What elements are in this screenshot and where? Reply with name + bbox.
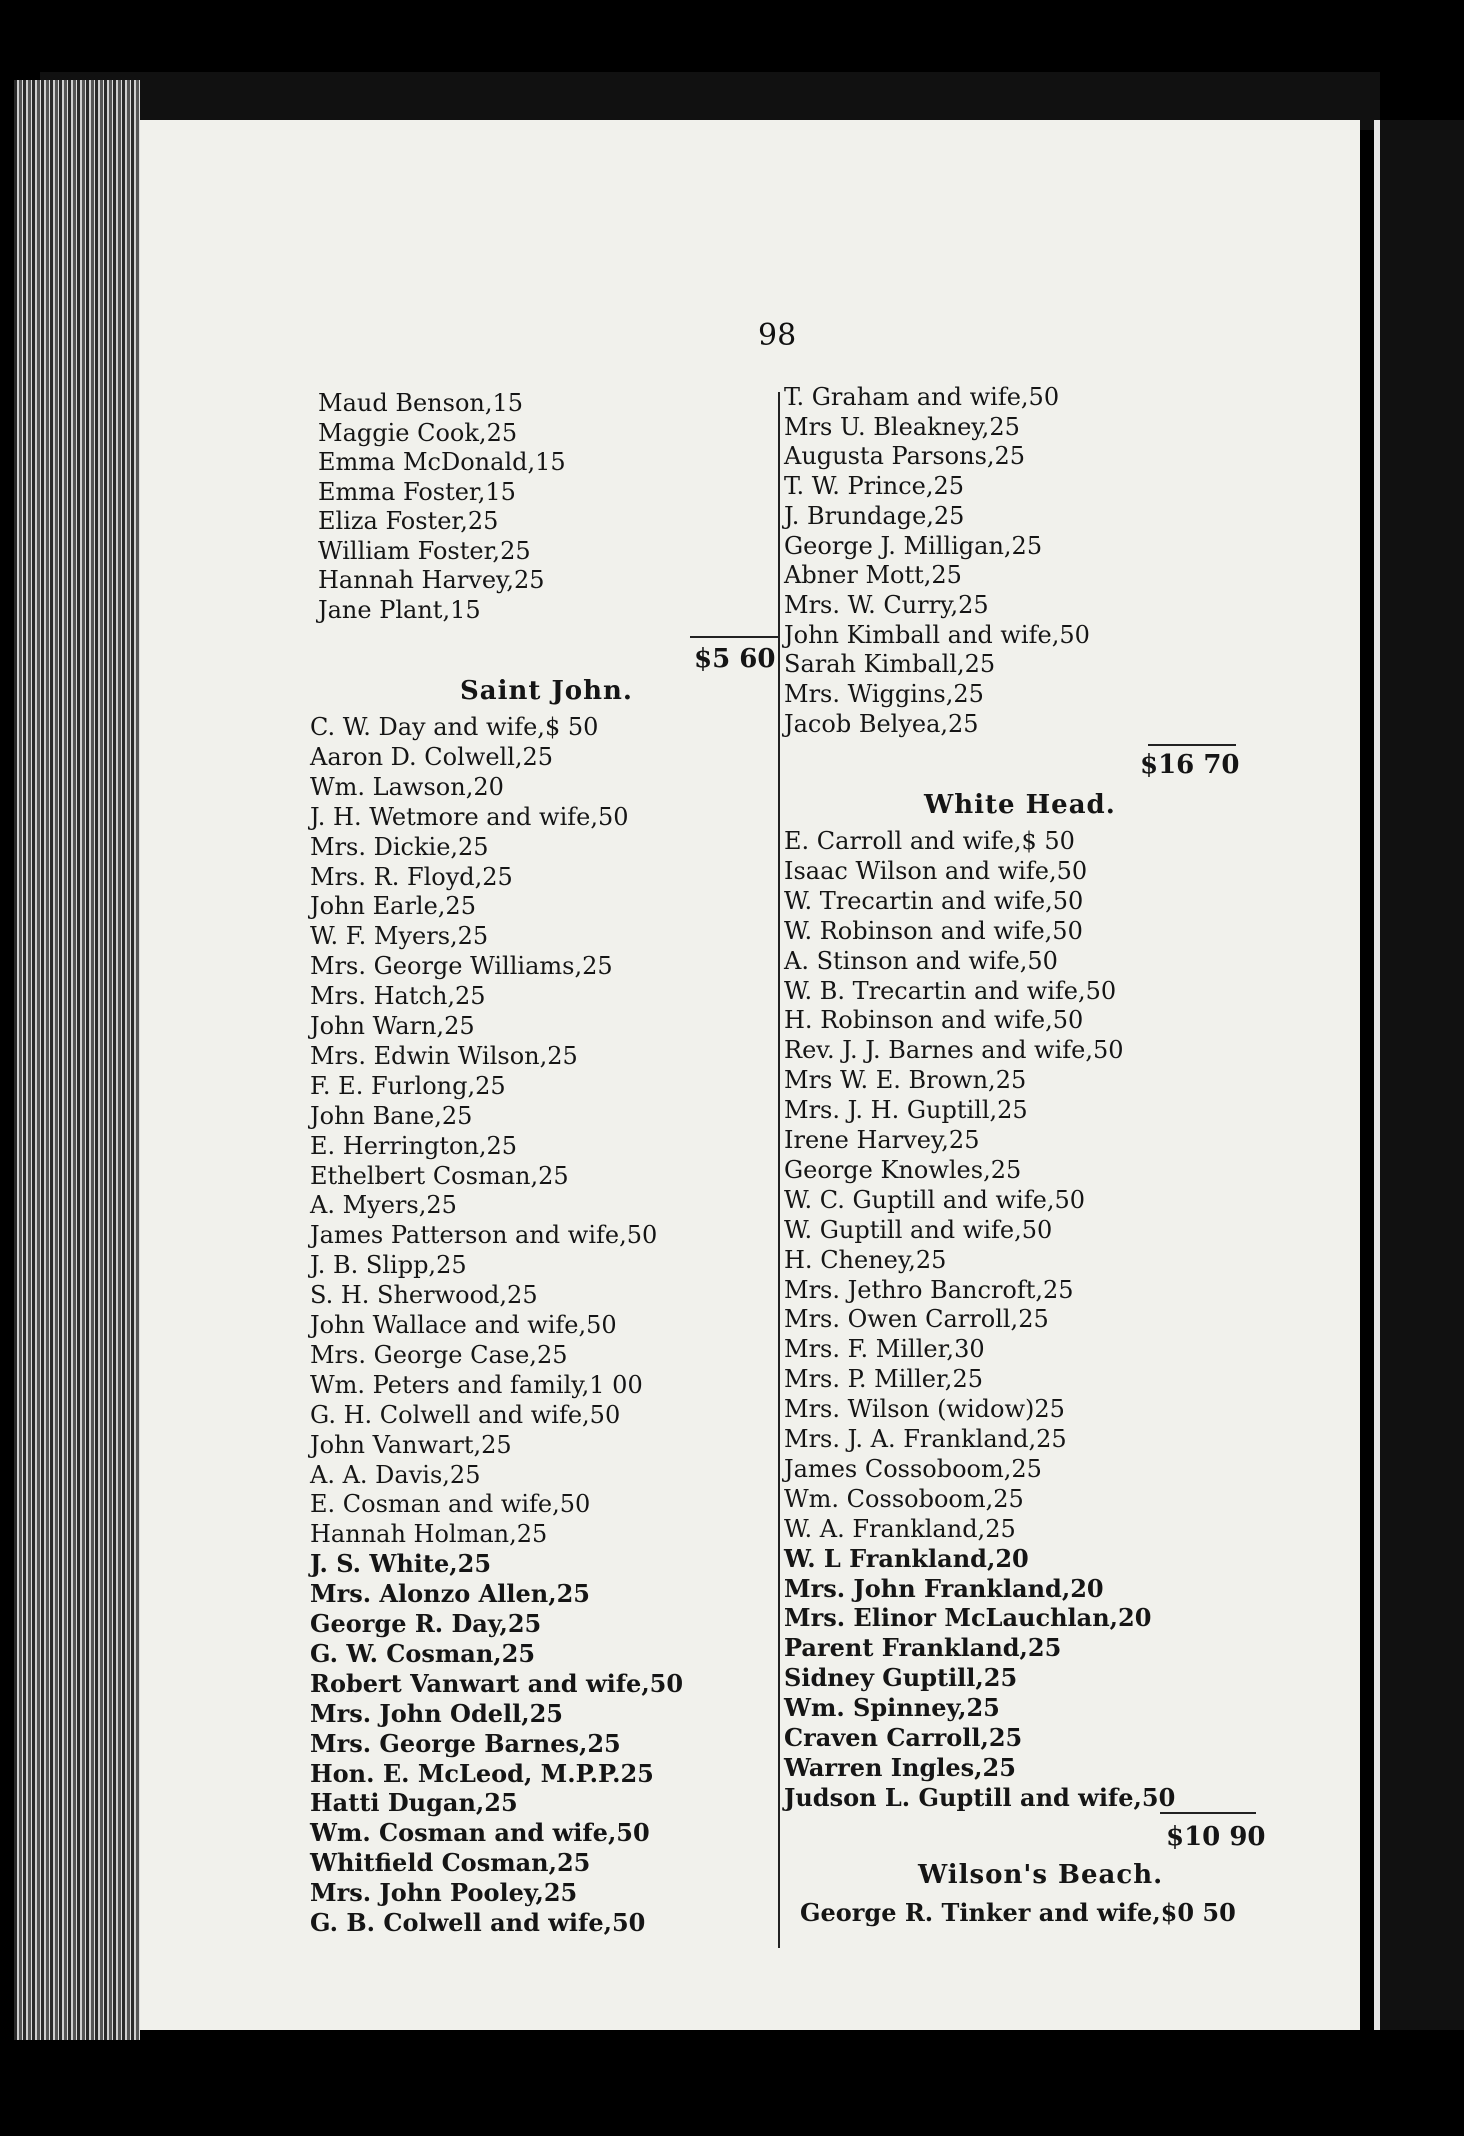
entry-name: Hannah Harvey, [318, 566, 515, 594]
list-entry [318, 595, 776, 625]
list-entry [784, 1005, 1234, 1035]
entry-amount: 50 [586, 1311, 617, 1339]
entry-amount: 50 [616, 1818, 650, 1848]
list-entry [318, 506, 776, 536]
entry-name: William Foster, [318, 536, 501, 565]
list-entry [310, 742, 776, 772]
entry-amount: 25 [543, 1878, 578, 1908]
list-entry [784, 709, 1234, 739]
entry-amount: 25 [514, 566, 545, 594]
entry-amount: 50 [1021, 1215, 1053, 1244]
entry-amount: 25 [441, 1101, 473, 1130]
entry-amount: 25 [444, 1012, 475, 1040]
entry-amount: 25 [457, 1549, 492, 1579]
entry-amount: 50 [626, 1221, 658, 1250]
list-entry [310, 1101, 776, 1131]
list-entry [310, 1788, 776, 1818]
list-entry [784, 856, 1234, 886]
entry-name: F. E. Furlong, [310, 1071, 476, 1100]
entry-name: Sarah Kimball, [784, 650, 965, 679]
entry-name: Mrs. Hatch, [310, 982, 456, 1011]
entry-name: Emma McDonald, [318, 448, 536, 476]
list-entry [310, 891, 776, 921]
list-entry [310, 1579, 776, 1609]
list-entry [318, 477, 776, 507]
list-entry [784, 1035, 1234, 1065]
entry-amount: 25 [516, 1520, 548, 1549]
list-entry [310, 1609, 776, 1639]
list-entry [310, 1729, 776, 1759]
entry-amount: 15 [535, 448, 566, 476]
list-entry [310, 1071, 776, 1101]
entry-amount: 50 [597, 802, 629, 831]
entry-name: Sidney Guptill, [784, 1663, 984, 1693]
list-entry [784, 590, 1234, 620]
entry-name: H. Cheney, [784, 1245, 916, 1274]
list-entry [784, 1245, 1234, 1275]
entry-name: Maud Benson, [318, 389, 493, 417]
entry-amount: 25 [997, 1096, 1028, 1125]
entry-amount: 25 [1034, 1395, 1065, 1424]
entry-amount: 50 [1028, 383, 1060, 411]
list-entry [784, 679, 1234, 709]
entry-name: H. Robinson and wife, [784, 1006, 1053, 1035]
list-entry [784, 471, 1234, 501]
entry-amount: 25 [952, 1365, 983, 1394]
list-entry [310, 1250, 776, 1280]
list-entry [310, 1430, 776, 1460]
list-entry [784, 886, 1234, 916]
entry-name: James Patterson and wife, [310, 1221, 627, 1250]
entry-amount: 25 [536, 1340, 568, 1369]
entry-name: E. Carroll and wife, [784, 827, 1022, 855]
list-entry [784, 1603, 1234, 1633]
list-entry [310, 1400, 776, 1430]
entry-name: Mrs. J. A. Frankland, [784, 1425, 1037, 1453]
entry-name: J. Brundage, [784, 501, 934, 530]
entry-amount: 25 [953, 680, 984, 708]
entry-amount: 15 [485, 477, 516, 506]
facing-page-edge [1374, 120, 1464, 2030]
list-entry [784, 560, 1234, 590]
entry-name: John Wallace and wife, [310, 1311, 587, 1339]
entry-name: W. A. Frankland, [784, 1514, 986, 1543]
entry-amount: 25 [958, 590, 989, 619]
page-number: 98 [758, 318, 797, 353]
list-entry [784, 826, 1234, 856]
entry-name: Wm. Spinney, [784, 1693, 967, 1723]
entry-amount: 25 [467, 507, 499, 535]
entry-name: Mrs W. E. Brown, [784, 1066, 996, 1095]
entry-name: Abner Mott, [784, 561, 932, 590]
left-group1-total-rule [690, 636, 778, 638]
entry-amount: 25 [486, 1131, 518, 1160]
entry-amount: 25 [481, 1430, 512, 1459]
list-entry [784, 1125, 1234, 1155]
entry-amount: 25 [990, 1155, 1022, 1184]
entry-name: J. B. Slipp, [310, 1251, 437, 1280]
list-entry [310, 1041, 776, 1071]
entry-amount: 25 [915, 1245, 947, 1274]
entry-name: A. Stinson and wife, [784, 946, 1028, 975]
list-entry [784, 1633, 1234, 1663]
entry-name: Warren Ingles, [784, 1752, 983, 1782]
list-entry [310, 1131, 776, 1161]
entry-name: Emma Foster, [318, 477, 486, 506]
entry-amount: 25 [436, 1251, 467, 1280]
list-entry [784, 1663, 1234, 1693]
list-entry [784, 1334, 1234, 1364]
entry-name: George R. Tinker and wife, [800, 1898, 1161, 1927]
entry-name: George R. Day, [310, 1609, 508, 1638]
entry-amount: 25 [1043, 1275, 1074, 1304]
entry-name: W. L Frankland, [784, 1543, 996, 1573]
entry-amount: 50 [1052, 886, 1084, 915]
list-entry [784, 620, 1234, 650]
list-entry [784, 1753, 1234, 1783]
entry-name: T. W. Prince, [784, 472, 934, 501]
entry-amount: 25 [1036, 1425, 1067, 1453]
entry-name: Craven Carroll, [784, 1723, 989, 1752]
entry-name: Eliza Foster, [318, 507, 468, 535]
entry-name: Wm. Lawson, [310, 772, 474, 801]
heading-wilsons-beach: Wilson's Beach. [918, 1860, 1164, 1890]
entry-amount: 50 [1093, 1036, 1124, 1065]
entry-name: John Earle, [310, 892, 446, 921]
list-entry [310, 1340, 776, 1370]
entry-amount: 25 [993, 1484, 1024, 1513]
list-entry [784, 1185, 1234, 1215]
entry-name: G. W. Cosman, [310, 1638, 502, 1668]
entry-amount: 25 [449, 1460, 481, 1489]
entry-name: Wm. Peters and family, [310, 1370, 590, 1399]
entry-amount: 50 [559, 1490, 591, 1519]
list-entry [310, 1878, 776, 1908]
entry-name: Mrs. George Williams, [310, 952, 583, 981]
list-entry [310, 1669, 776, 1699]
entry-name: W. F. Myers, [310, 922, 458, 951]
list-entry [784, 501, 1234, 531]
list-entry [784, 1693, 1234, 1723]
entry-amount: 25 [985, 1514, 1016, 1543]
entry-name: Hannah Holman, [310, 1520, 517, 1549]
book-page-edges [14, 80, 140, 2040]
entry-name: Mrs. Edwin Wilson, [310, 1041, 548, 1070]
entry-name: Mrs. Wiggins, [784, 680, 954, 708]
entry-name: John Vanwart, [310, 1430, 482, 1459]
entry-name: J. S. White, [310, 1549, 458, 1579]
list-entry [784, 1304, 1234, 1334]
entry-name: Mrs. W. Curry, [784, 590, 959, 619]
entry-name: Isaac Wilson and wife, [784, 856, 1057, 885]
entry-amount: 25 [458, 832, 489, 861]
heading-saint-john: Saint John. [460, 676, 633, 706]
entry-name: Hatti Dugan, [310, 1788, 485, 1818]
list-entry [310, 1848, 776, 1878]
entry-name: Wm. Cosman and wife, [310, 1818, 617, 1848]
list-entry [318, 536, 776, 566]
entry-name: Mrs. R. Floyd, [310, 862, 483, 891]
entry-amount: 20 [473, 772, 504, 801]
list-entry [310, 981, 776, 1011]
entry-amount: 50 [1056, 856, 1088, 885]
white-head-total-rule [1160, 1812, 1256, 1814]
entry-amount: 25 [547, 1041, 578, 1070]
entry-name: Mrs. Wilson (widow) [784, 1395, 1035, 1424]
entry-amount: $ 50 [544, 713, 599, 741]
list-entry [784, 1065, 1234, 1095]
list-entry [310, 1818, 776, 1848]
entry-name: John Kimball and wife, [784, 620, 1060, 649]
entry-amount: 25 [948, 1126, 980, 1154]
entry-amount: 50 [1054, 1185, 1086, 1214]
entry-name: Mrs. Elinor McLauchlan, [784, 1603, 1119, 1633]
entry-amount: 50 [1052, 1006, 1084, 1035]
entry-name: Mrs. John Odell, [310, 1698, 530, 1728]
entry-name: Parent Frankland, [784, 1633, 1028, 1663]
list-entry [784, 1215, 1234, 1245]
heading-white-head: White Head. [924, 790, 1116, 820]
list-entry [784, 1155, 1234, 1185]
list-entry [310, 1460, 776, 1490]
list-entry [784, 1574, 1234, 1604]
entry-amount: 25 [507, 1609, 542, 1638]
entry-name: G. B. Colwell and wife, [310, 1908, 612, 1937]
entry-amount: 25 [522, 742, 554, 771]
entry-name: Mrs. F. Miller, [784, 1335, 955, 1364]
entry-name: Mrs. J. H. Guptill, [784, 1096, 998, 1125]
list-entry [784, 1275, 1234, 1305]
entry-amount: 25 [931, 561, 962, 590]
entry-amount: 25 [529, 1698, 564, 1728]
list-entry [318, 565, 776, 595]
list-entry [784, 382, 1234, 412]
entry-amount: 25 [426, 1191, 457, 1220]
list-entry [784, 1095, 1234, 1125]
list-entry [784, 1454, 1234, 1484]
entry-amount: 25 [995, 1066, 1027, 1095]
list-entry [310, 1310, 776, 1340]
entry-name: Aaron D. Colwell, [310, 742, 523, 771]
entry-amount: 50 [1052, 916, 1083, 945]
list-entry [784, 1424, 1234, 1454]
entry-name: W. C. Guptill and wife, [784, 1185, 1055, 1214]
entry-amount: 25 [455, 982, 486, 1011]
list-entry [784, 1484, 1234, 1514]
list-entry [784, 649, 1234, 679]
entry-name: W. B. Trecartin and wife, [784, 976, 1086, 1005]
entry-amount: 25 [582, 952, 613, 981]
entry-name: Rev. J. J. Barnes and wife, [784, 1036, 1093, 1065]
list-entry [310, 712, 776, 742]
entry-amount: 20 [995, 1543, 1029, 1573]
list-entry [318, 447, 776, 477]
entry-amount: 25 [484, 1788, 518, 1818]
list-entry [784, 1544, 1234, 1574]
list-entry [784, 1364, 1234, 1394]
entry-name: C. W. Day and wife, [310, 713, 545, 741]
entry-name: Mrs. George Barnes, [310, 1728, 588, 1758]
entry-amount: 25 [486, 418, 518, 447]
entry-amount: 25 [964, 650, 996, 679]
entry-name: Mrs. Jethro Bancroft, [784, 1275, 1044, 1304]
list-entry [310, 1220, 776, 1250]
entry-name: W. Robinson and wife, [784, 916, 1053, 945]
entry-amount: 25 [982, 1752, 1016, 1782]
entry-amount: 50 [1141, 1782, 1176, 1812]
entry-name: T. Graham and wife, [784, 383, 1029, 411]
entry-name: W. Trecartin and wife, [784, 886, 1053, 915]
entry-amount: 25 [948, 709, 979, 738]
right-group1-total: $16 70 [1140, 750, 1240, 780]
list-entry [784, 1514, 1234, 1544]
left-group1-total: $5 60 [694, 644, 776, 674]
list-entry [310, 802, 776, 832]
entry-name: Robert Vanwart and wife, [310, 1668, 650, 1698]
entry-name: Mrs U. Bleakney, [784, 412, 990, 441]
entry-amount: 25 [538, 1161, 569, 1190]
entry-amount: $ 50 [1021, 827, 1075, 855]
list-entry [784, 976, 1234, 1006]
list-entry [318, 388, 776, 418]
entry-name: Maggie Cook, [318, 418, 487, 447]
entry-name: Irene Harvey, [784, 1126, 949, 1154]
list-entry [310, 772, 776, 802]
entry-amount: 25 [482, 862, 513, 891]
entry-name: John Warn, [310, 1012, 445, 1040]
entry-name: Augusta Parsons, [784, 442, 995, 471]
entry-name: Mrs. P. Miller, [784, 1365, 953, 1394]
entry-name: A. Myers, [310, 1191, 427, 1220]
entry-name: S. H. Sherwood, [310, 1281, 508, 1310]
entry-name: Wm. Cossoboom, [784, 1484, 994, 1513]
entry-amount: 20 [1070, 1573, 1104, 1603]
list-entry [318, 418, 776, 448]
list-entry [310, 1759, 776, 1789]
list-entry [310, 1699, 776, 1729]
entry-name: George J. Milligan, [784, 531, 1012, 560]
entry-amount: 20 [1118, 1603, 1152, 1633]
list-entry [784, 531, 1234, 561]
entry-amount: 50 [1059, 620, 1090, 649]
entry-amount: 25 [1018, 1305, 1049, 1334]
entry-name: Ethelbert Cosman, [310, 1161, 539, 1190]
entry-amount: 25 [500, 536, 531, 565]
list-entry [310, 1639, 776, 1669]
entry-name: Mrs. Alonzo Allen, [310, 1579, 557, 1609]
entry-name: Mrs. Owen Carroll, [784, 1305, 1019, 1334]
right-group1-total-rule [1148, 744, 1236, 746]
entry-amount: 25 [556, 1848, 591, 1878]
list-entry [310, 1549, 776, 1579]
entry-amount: 25 [989, 412, 1020, 441]
white-head-total: $10 90 [1166, 1822, 1266, 1852]
list-entry [310, 921, 776, 951]
entry-amount: 50 [589, 1400, 621, 1429]
entry-name: Mrs. John Pooley, [310, 1878, 544, 1908]
list-entry [800, 1898, 1262, 1928]
list-entry [310, 951, 776, 981]
entry-amount: 25 [501, 1638, 536, 1668]
entry-name: J. H. Wetmore and wife, [310, 802, 598, 831]
list-entry [784, 412, 1234, 442]
entry-amount: 50 [1027, 946, 1058, 975]
entry-amount: 25 [933, 501, 965, 530]
entry-amount: 15 [450, 595, 481, 624]
entry-name: George Knowles, [784, 1155, 991, 1184]
list-entry [784, 946, 1234, 976]
entry-name: E. Cosman and wife, [310, 1490, 560, 1519]
entry-amount: 50 [611, 1908, 646, 1937]
entry-amount: 25 [620, 1758, 654, 1788]
entry-amount: 15 [492, 389, 524, 417]
entry-amount: 25 [994, 442, 1026, 471]
entry-name: Hon. E. McLeod, M.P.P. [310, 1758, 621, 1788]
entry-amount: 25 [1011, 1454, 1042, 1483]
entry-amount: 30 [954, 1335, 985, 1364]
entry-name: Judson L. Guptill and wife, [784, 1782, 1142, 1812]
list-entry [310, 1280, 776, 1310]
entry-name: W. Guptill and wife, [784, 1215, 1022, 1244]
list-entry [310, 1489, 776, 1519]
list-entry [784, 441, 1234, 471]
entry-amount: 50 [1085, 976, 1117, 1005]
entry-name: Mrs. John Frankland, [784, 1573, 1071, 1603]
entry-name: Whitfield Cosman, [310, 1848, 557, 1878]
entry-amount: 25 [507, 1281, 538, 1310]
entry-amount: 25 [966, 1693, 1000, 1723]
list-entry [310, 832, 776, 862]
entry-amount: 25 [933, 472, 965, 501]
list-entry [310, 1011, 776, 1041]
left-column-rule [778, 392, 780, 1948]
entry-name: John Bane, [310, 1101, 442, 1130]
list-entry [784, 916, 1234, 946]
entry-amount: 25 [1027, 1633, 1062, 1663]
list-entry [784, 1783, 1234, 1813]
entry-amount: 25 [1011, 531, 1043, 560]
entry-name: G. H. Colwell and wife, [310, 1400, 590, 1429]
list-entry [784, 1723, 1234, 1753]
entry-amount: 50 [649, 1668, 684, 1698]
entry-amount: 1 00 [589, 1370, 643, 1399]
list-entry [310, 1519, 776, 1549]
entry-amount: 25 [587, 1728, 621, 1758]
entry-name: Jacob Belyea, [784, 709, 949, 738]
entry-amount: 25 [475, 1071, 506, 1100]
entry-amount: 25 [988, 1723, 1023, 1752]
entry-name: Mrs. George Case, [310, 1340, 537, 1369]
entry-amount: 25 [445, 892, 476, 921]
list-entry [310, 1370, 776, 1400]
list-entry [310, 1161, 776, 1191]
list-entry [310, 1190, 776, 1220]
list-entry [784, 1394, 1234, 1424]
entry-amount: 25 [556, 1579, 590, 1609]
entry-amount: 25 [457, 922, 489, 951]
entry-amount: $0 50 [1160, 1898, 1236, 1927]
entry-name: James Cossoboom, [784, 1454, 1012, 1483]
entry-amount: 25 [983, 1663, 1018, 1693]
entry-name: E. Herrington, [310, 1131, 487, 1160]
list-entry [310, 1908, 776, 1938]
entry-name: Jane Plant, [318, 595, 451, 624]
entry-name: Mrs. Dickie, [310, 832, 459, 861]
list-entry [310, 862, 776, 892]
entry-name: A. A. Davis, [310, 1460, 450, 1489]
